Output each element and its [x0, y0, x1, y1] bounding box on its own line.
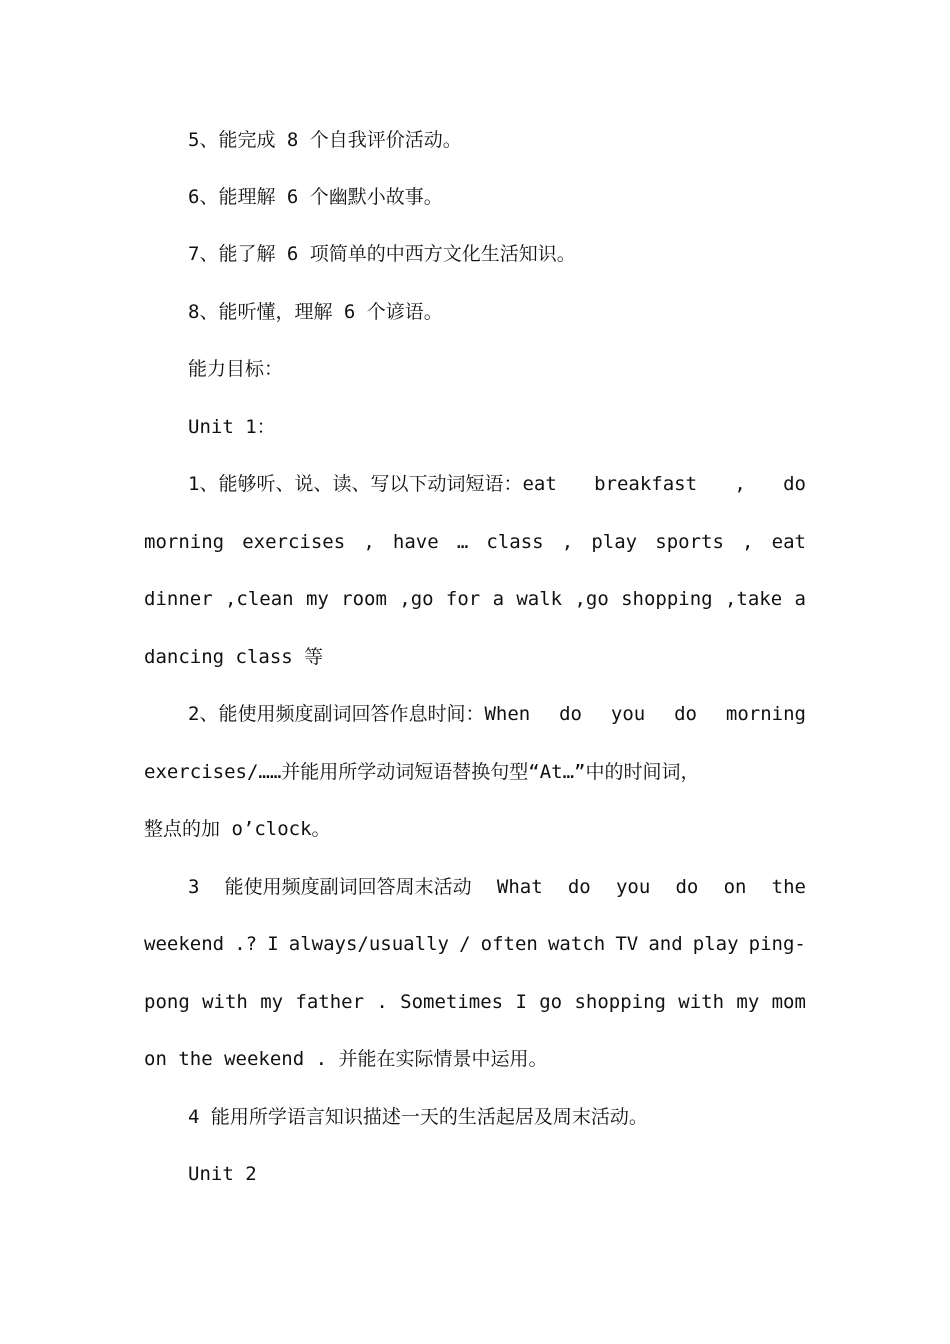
word: exercises — [242, 531, 346, 553]
word: a — [492, 588, 505, 610]
word: watch — [547, 933, 606, 955]
word: do — [675, 876, 699, 898]
unit-heading: Unit 2 — [188, 1163, 257, 1185]
word: walk — [516, 588, 563, 610]
word: weekend — [144, 933, 225, 955]
word: do — [674, 703, 697, 725]
word: a — [794, 588, 806, 610]
word: ,take — [724, 588, 783, 610]
word: 1、能够听、说、读、写以下动词短语：eat — [188, 473, 557, 495]
word: ,go — [574, 588, 609, 610]
word: breakfast — [594, 473, 698, 495]
unit-heading: Unit 1： — [188, 416, 276, 438]
word: with — [678, 991, 725, 1013]
word: What — [496, 876, 543, 898]
word: father — [295, 991, 365, 1013]
word: and — [648, 933, 683, 955]
paragraph-line: 7、能了解 6 项简单的中西方文化生活知识。 — [188, 243, 576, 265]
paragraph-line: 整点的加 o’clock。 — [144, 818, 331, 840]
word: mom — [771, 991, 806, 1013]
word: , — [561, 531, 574, 553]
word: ping- — [748, 933, 806, 955]
word: morning — [725, 703, 806, 725]
paragraph-line — [144, 528, 806, 556]
paragraph-line: exercises/……并能用所学动词短语替换句型“At…”中的时间词， — [144, 761, 700, 783]
paragraph-line — [144, 585, 806, 613]
word: , — [734, 473, 746, 495]
word: the — [771, 876, 806, 898]
word: 3 — [188, 876, 200, 898]
word: you — [615, 876, 651, 898]
word: 能使用频度副词回答周末活动 — [224, 876, 472, 898]
word: you — [610, 703, 646, 725]
paragraph-line — [188, 873, 806, 901]
paragraph-line: 5、能完成 8 个自我评价活动。 — [188, 129, 462, 151]
word: go — [539, 991, 563, 1013]
word: morning — [144, 531, 225, 553]
word: ,go — [399, 588, 434, 610]
word: shopping — [621, 588, 713, 610]
word: pong — [144, 991, 190, 1013]
word: for — [445, 588, 481, 610]
paragraph-line: dancing class 等 — [144, 646, 324, 668]
word: my — [260, 991, 284, 1013]
word: often — [480, 933, 538, 955]
word: play — [591, 531, 638, 553]
word: , — [742, 531, 754, 553]
word: class — [486, 531, 544, 553]
word: do — [567, 876, 591, 898]
word: Sometimes — [400, 991, 504, 1013]
word: / — [459, 933, 471, 955]
word: do — [783, 473, 806, 495]
word: eat — [771, 531, 806, 553]
paragraph-line — [144, 988, 806, 1016]
word: TV — [615, 933, 639, 955]
word: , — [363, 531, 375, 553]
word: on — [723, 876, 747, 898]
word: always/usually — [288, 933, 449, 955]
word: 2、能使用频度副词回答作息时间：When — [188, 703, 531, 725]
word: sports — [655, 531, 724, 553]
word: I — [267, 933, 279, 955]
word: .? — [234, 933, 258, 955]
word: … — [456, 531, 469, 553]
paragraph-line — [144, 930, 806, 958]
section-heading: 能力目标： — [188, 358, 284, 380]
word: . — [376, 991, 388, 1013]
word: room — [341, 588, 387, 610]
paragraph-line: 4 能用所学语言知识描述一天的生活起居及周末活动。 — [188, 1106, 648, 1128]
word: have — [392, 531, 439, 553]
word: I — [515, 991, 527, 1013]
word: ,clean — [224, 588, 294, 610]
paragraph-line: 6、能理解 6 个幽默小故事。 — [188, 186, 443, 208]
paragraph-line — [188, 470, 806, 498]
word: with — [202, 991, 248, 1013]
word: play — [692, 933, 739, 955]
paragraph-line: on the weekend . 并能在实际情景中运用。 — [144, 1048, 548, 1070]
paragraph-line — [188, 700, 806, 728]
word: do — [559, 703, 582, 725]
word: my — [305, 588, 329, 610]
word: my — [736, 991, 760, 1013]
word: dinner — [144, 588, 213, 610]
word: shopping — [574, 991, 666, 1013]
paragraph-line: 8、能听懂，理解 6 个谚语。 — [188, 301, 443, 323]
